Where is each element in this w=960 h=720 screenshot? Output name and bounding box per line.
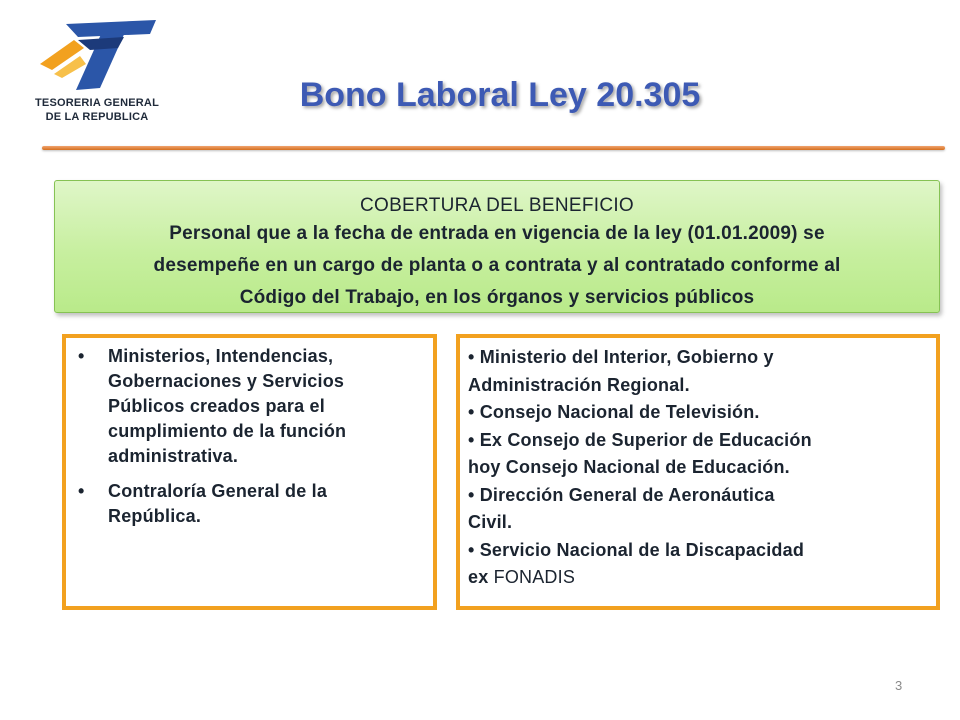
coverage-heading: COBERTURA DEL BENEFICIO (359, 195, 634, 216)
list-item-line: Ministerios, Intendencias, (108, 346, 334, 366)
list-item-line: Administración Regional. (468, 374, 690, 395)
coverage-box (54, 180, 940, 313)
organizations-list (460, 338, 936, 592)
logo-line-2: DE LA REPUBLICA (45, 111, 149, 123)
page-number: 3 (895, 678, 903, 693)
list-item-line (468, 564, 930, 592)
list-item-line: hoy Consejo Nacional de Educación. (468, 457, 790, 477)
coverage-line: Código del Trabajo, en los órganos y servicios públicos (239, 287, 755, 308)
list-item-prefix: ex (468, 567, 489, 587)
list-item-line: República. (108, 506, 202, 526)
bullet: • (78, 346, 85, 366)
coverage-line: Personal que a la fecha de entrada en vigencia de la ley (01.01.2009) se (169, 223, 825, 244)
list-item-line: • Servicio Nacional de la Discapacidad (468, 539, 805, 560)
list-item-line: administrativa. (108, 446, 239, 466)
list-item-line: • Ex Consejo de Superior de Educación (468, 429, 812, 450)
list-item-line: Civil. (468, 512, 513, 532)
ministries-box (62, 334, 437, 610)
list-item-line: cumplimiento de la función (108, 421, 347, 441)
list-item (78, 344, 419, 469)
page-title: Bono Laboral Ley 20.305 (299, 76, 701, 114)
coverage-line: desempeñe en un cargo de planta o a contrata y al contratado conforme al (153, 255, 841, 276)
organizations-box (456, 334, 940, 610)
list-item-line: Gobernaciones y Servicios (108, 371, 345, 391)
list-item-line: Contraloría General de la (108, 481, 328, 501)
list-item-line: Públicos creados para el (108, 396, 325, 416)
logo-line-1: TESORERIA GENERAL (34, 97, 159, 109)
list-item-line: • Ministerio del Interior, Gobierno y (468, 347, 774, 367)
fonadis-label: FONADIS (493, 567, 576, 587)
title-divider (42, 146, 945, 150)
list-item-line: • Dirección General de Aeronáutica (468, 484, 775, 505)
coverage-body (55, 218, 939, 314)
bullet: • (78, 481, 85, 501)
ministries-list (66, 338, 433, 529)
list-item-line: • Consejo Nacional de Televisión. (468, 402, 760, 422)
list-item (78, 479, 419, 529)
